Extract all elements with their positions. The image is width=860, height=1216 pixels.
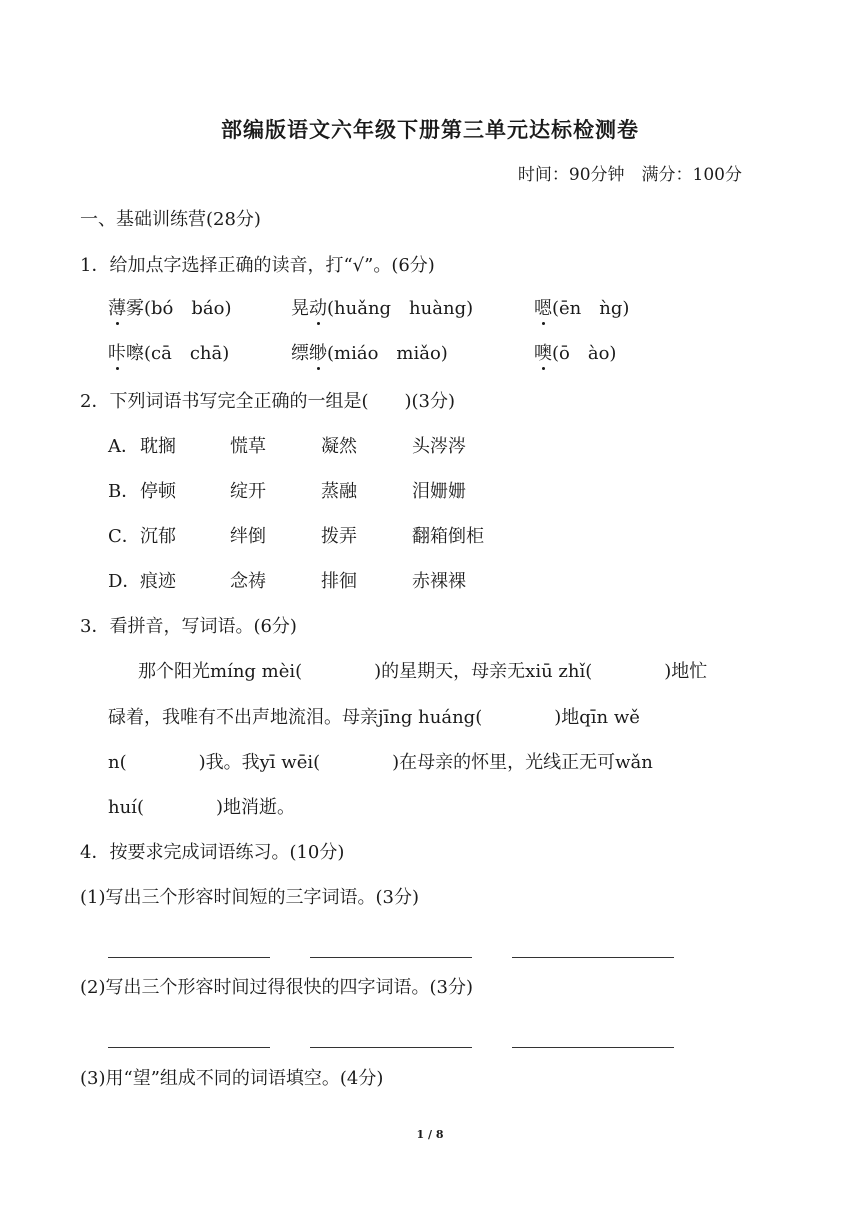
q2-option-c-word: 绊倒 (230, 526, 266, 547)
q1-item-3: 嗯(ēn ǹg) (534, 294, 629, 320)
answer-blank[interactable] (512, 943, 674, 962)
q2-option-b-word: 蒸融 (321, 481, 357, 502)
answer-blank[interactable] (512, 1033, 674, 1052)
q2-option-a: A． (108, 436, 139, 457)
q1-item-1: 薄雾(bó báo) (108, 294, 232, 320)
q3-passage-line: 碌着，我唯有不出声地流泪。母亲jīng huáng( )地qīn wě (108, 707, 640, 728)
q4-sub-1: (1)写出三个形容时间短的三字词语。(3分) (80, 887, 419, 908)
exam-meta: 时间：90分钟 满分：100分 (517, 165, 742, 185)
page-title: 部编版语文六年级下册第三单元达标检测卷 (221, 117, 639, 142)
q3-passage-line: 那个阳光míng mèi( )的星期天，母亲无xiū zhǐ( )地忙 (120, 661, 708, 682)
q2-option-d-word: 排徊 (321, 571, 357, 592)
question-3-stem: 3．看拼音，写词语。(6分) (80, 616, 297, 637)
question-1-stem: 1．给加点字选择正确的读音，打“√”。(6分) (80, 255, 435, 276)
q2-option-c-word: 翻箱倒柜 (412, 526, 484, 547)
q1-item-5: 缥缈(miáo miǎo) (291, 339, 448, 365)
q2-option-c-word: 拨弄 (321, 526, 357, 547)
q1-item-6: 噢(ō ào) (534, 339, 616, 365)
q2-option-c-word: 沉郁 (140, 526, 176, 547)
q2-option-a-word: 头涔涔 (412, 436, 466, 457)
q1-item-2: 晃动(huǎng huàng) (291, 294, 473, 320)
q1-item-4: 咔嚓(cā chā) (108, 339, 229, 365)
q2-option-b-word: 停顿 (140, 481, 176, 502)
q2-option-b: B． (108, 481, 140, 502)
q2-option-a-word: 耽搁 (140, 436, 176, 457)
q2-option-d-word: 赤裸裸 (412, 571, 466, 592)
q2-option-c: C． (108, 526, 140, 547)
q2-option-b-word: 泪姗姗 (412, 481, 466, 502)
q2-option-d-word: 念祷 (230, 571, 266, 592)
answer-blank[interactable] (108, 943, 270, 962)
q3-passage-line: huí( )地消逝。 (108, 797, 295, 818)
q4-sub-2: (2)写出三个形容时间过得很快的四字词语。(3分) (80, 977, 473, 998)
q2-option-a-word: 凝然 (321, 436, 357, 457)
question-2-stem: 2．下列词语书写完全正确的一组是( )(3分) (80, 391, 455, 412)
q2-option-b-word: 绽开 (230, 481, 266, 502)
q2-option-d-word: 痕迹 (140, 571, 176, 592)
q3-passage-line: n( )我。我yī wēi( )在母亲的怀里，光线正无可wǎn (108, 752, 653, 773)
q2-option-a-word: 慌草 (230, 436, 266, 457)
answer-blank[interactable] (108, 1033, 270, 1052)
q4-sub-3: (3)用“望”组成不同的词语填空。(4分) (80, 1068, 384, 1089)
answer-blank[interactable] (310, 1033, 472, 1052)
q2-option-d: D． (108, 571, 141, 592)
section-heading: 一、基础训练营(28分) (80, 209, 261, 230)
answer-blank[interactable] (310, 943, 472, 962)
question-4-stem: 4．按要求完成词语练习。(10分) (80, 842, 345, 863)
page-number: 1 / 8 (416, 1128, 444, 1141)
